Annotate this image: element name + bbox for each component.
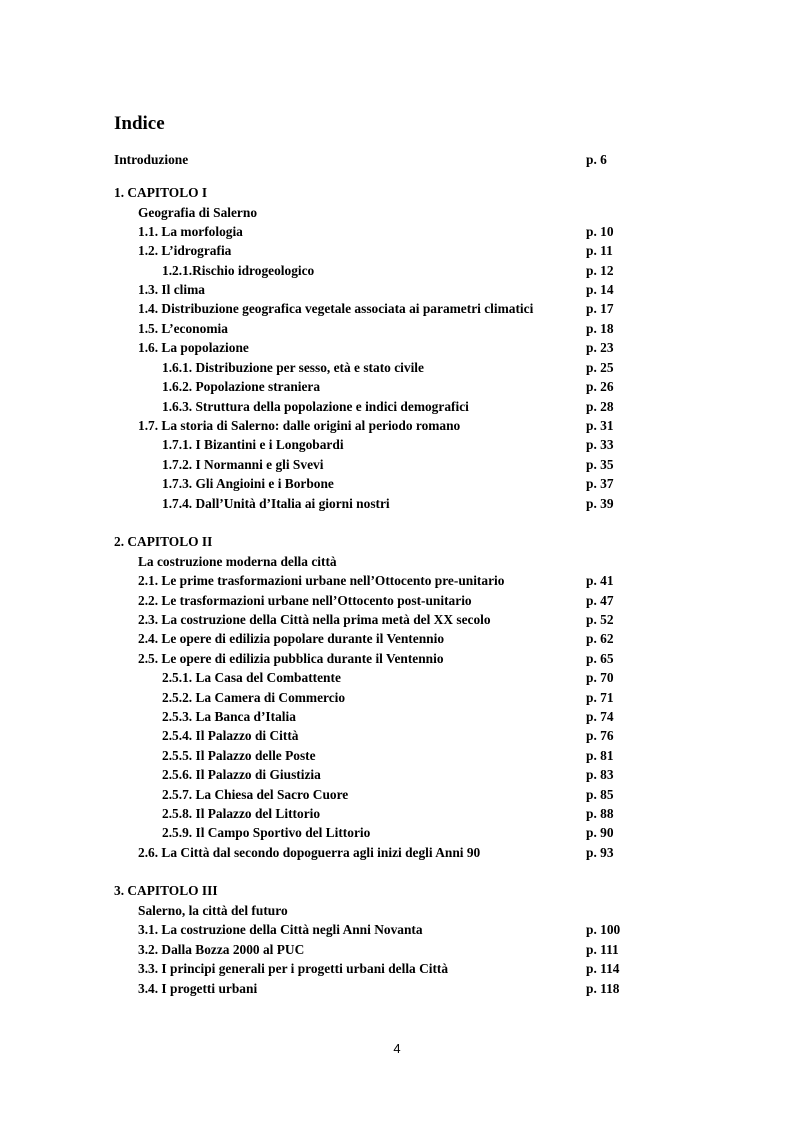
toc-entry-title: 2.2. Le trasformazioni urbane nell’Ottocento post-unitario [138,593,472,608]
toc-entry-title: Salerno, la città del futuro [138,903,288,918]
toc-entry-page: p. 39 [586,496,614,511]
toc-entry-title: 1.7.2. I Normanni e gli Svevi [162,457,324,472]
toc-entry-title: 3.3. I principi generali per i progetti urbani della Città [138,961,449,976]
toc-entry-title: 2.5.8. Il Palazzo del Littorio [162,806,321,821]
toc-entry-title: 1.7.3. Gli Angioini e i Borbone [162,476,334,491]
toc-entry-title: La costruzione moderna della città [138,554,337,569]
toc-entry-page: p. 18 [586,321,614,336]
toc-entry-page: p. 25 [586,360,614,375]
toc-entry-title: Introduzione [114,152,189,167]
toc-entry-page: p. 12 [586,263,614,278]
toc-entry-page: p. 31 [586,418,614,433]
toc-entry-page: p. 83 [586,767,614,782]
toc-entry-title: 2.5. Le opere di edilizia pubblica durante il Ventennio [138,651,444,666]
toc-entry-page: p. 111 [586,942,619,957]
toc-entry-title: 1.4. Distribuzione geografica vegetale associata ai parametri climatici [138,301,534,316]
toc-entry-page: p. 100 [586,922,621,937]
toc-entry-title: 1.7. La storia di Salerno: dalle origini al periodo romano [138,418,461,433]
toc-entry-title: 2.5.5. Il Palazzo delle Poste [162,748,316,763]
toc-entry-title: 2.5.6. Il Palazzo di Giustizia [162,767,321,782]
toc-entry-page: p. 11 [586,243,613,258]
toc-entry-title: 1.7.4. Dall’Unità d’Italia ai giorni nostri [162,496,390,511]
toc-entry-page: p. 6 [586,152,607,167]
toc-entry-page: p. 70 [586,670,614,685]
toc-entry-title: 3.4. I progetti urbani [138,981,258,996]
toc-entry-page: p. 114 [586,961,620,976]
index-title: Indice [114,113,165,134]
toc-entry-title: 2.5.4. Il Palazzo di Città [162,728,299,743]
toc-entry-title: 1.6. La popolazione [138,340,249,355]
toc-entry-page: p. 14 [586,282,614,297]
toc-entry-page: p. 88 [586,806,614,821]
toc-entry-title: 2.5.9. Il Campo Sportivo del Littorio [162,825,371,840]
toc-entry-page: p. 90 [586,825,614,840]
toc-entry-title: 1. CAPITOLO I [114,185,208,200]
toc-entry-page: p. 28 [586,399,614,414]
toc-entry-page: p. 47 [586,593,614,608]
toc-entry-title: 2.5.2. La Camera di Commercio [162,690,346,705]
toc-entry-title: 1.7.1. I Bizantini e i Longobardi [162,437,344,452]
toc-entry-page: p. 35 [586,457,614,472]
toc-entry-title: 1.6.2. Popolazione straniera [162,379,321,394]
toc-entry-page: p. 10 [586,224,614,239]
toc-entry-title: 1.3. Il clima [138,282,205,297]
toc-entry-page: p. 76 [586,728,614,743]
page-number: 4 [393,1041,401,1056]
toc-entry-page: p. 23 [586,340,614,355]
toc-entry-title: 2.5.1. La Casa del Combattente [162,670,341,685]
toc-entry-page: p. 81 [586,748,614,763]
toc-entry-title: 2.4. Le opere di edilizia popolare durante il Ventennio [138,631,445,646]
toc-entry-title: 3.2. Dalla Bozza 2000 al PUC [138,942,305,957]
toc-entry-title: 1.1. La morfologia [138,224,243,239]
toc-entry-title: Geografia di Salerno [138,205,258,220]
toc-entry-page: p. 118 [586,981,620,996]
toc-entry-title: 1.2.1.Rischio idrogeologico [162,263,315,278]
toc-entry-page: p. 52 [586,612,614,627]
toc-entry-page: p. 33 [586,437,614,452]
toc-entry-page: p. 41 [586,573,614,588]
toc-entry-title: 3. CAPITOLO III [114,883,218,898]
toc-entry-page: p. 26 [586,379,614,394]
toc-entry-title: 2. CAPITOLO II [114,534,213,549]
toc-entry-page: p. 37 [586,476,614,491]
toc-entry-title: 1.6.3. Struttura della popolazione e indici demografici [162,399,469,414]
toc-entry-title: 3.1. La costruzione della Città negli Anni Novanta [138,922,423,937]
toc-entry-title: 2.1. Le prime trasformazioni urbane nell’Ottocento pre-unitario [138,573,505,588]
toc-entry-page: p. 62 [586,631,614,646]
toc-entry-title: 2.5.7. La Chiesa del Sacro Cuore [162,787,349,802]
toc-entry-page: p. 85 [586,787,614,802]
toc-entry-page: p. 71 [586,690,614,705]
toc-entry-page: p. 17 [586,301,614,316]
toc-entry-page: p. 65 [586,651,614,666]
toc-entry-title: 1.2. L’idrografia [138,243,232,258]
toc-entry-title: 1.6.1. Distribuzione per sesso, età e stato civile [162,360,424,375]
toc-entry-title: 2.6. La Città dal secondo dopoguerra agli inizi degli Anni 90 [138,845,481,860]
toc-entry-page: p. 93 [586,845,614,860]
toc-entry-title: 2.5.3. La Banca d’Italia [162,709,296,724]
toc-entry-title: 1.5. L’economia [138,321,228,336]
toc-entry-title: 2.3. La costruzione della Città nella prima metà del XX secolo [138,612,491,627]
toc-entry-page: p. 74 [586,709,614,724]
